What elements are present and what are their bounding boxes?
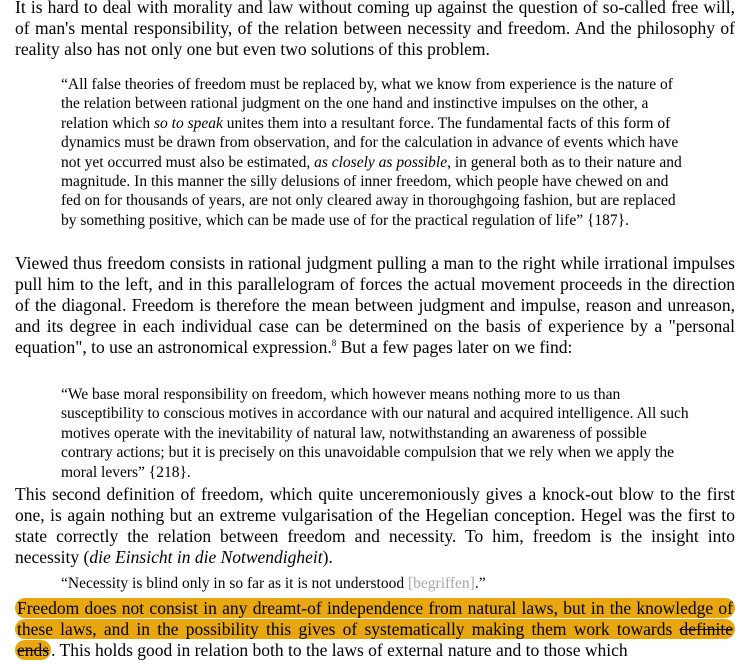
paragraph-3: This second definition of freedom, which quite unceremoniously gives a knock-out blow to the first one, is again nothing but an extreme vulgarisation of the Hegelian conception. Hegel was the first to state correctly the relation between freedom and necessity. To him, freedom is the insight into necessity (die Einsicht in die Notwendigheit). bbox=[15, 484, 735, 567]
footnote-8[interactable]: 8 bbox=[331, 338, 337, 349]
paragraph-4: Freedom does not consist in any dreamt-of independence from natural laws, but in the knowledge of these laws, and in the possibility this gives of systematically making them work towards definite ends . This holds good in relation both to the laws of external nature and to those which bbox=[17, 598, 733, 660]
quote-2: “We base moral responsibility on freedom, which however means nothing more to us than susceptibility to conscious motives in accordance with our natural and acquired intelligence. All such motives operate with the inevitability of natural law, notwithstanding an awareness of possible contrary actions; but it is precisely on this unavoidable compulsion that we rely when we apply the moral levers” {218}. bbox=[61, 386, 689, 481]
paragraph-1: It is hard to deal with morality and law without coming up against the question of so-called free will, of man's mental responsibility, of the relation between necessity and freedom. And the philosophy of reality also has not only one but even two solutions of this problem. bbox=[15, 0, 735, 59]
highlight-annotation[interactable]: Freedom does not consist in any dreamt-of independence from natural laws, but in the knowledge of these laws, and in the possibility this gives of systematically making them work towards definite ends bbox=[17, 598, 733, 660]
quote-3: “Necessity is blind only in so far as it is not understood [begriffen].” bbox=[61, 575, 486, 592]
paragraph-2: Viewed thus freedom consists in rational judgment pulling a man to the right while irrational impulses pull him to the left, and in this parallelogram of forces the actual movement proceeds in the direction of the diagonal. Freedom is therefore the mean between judgment and impulse, reason and unreason, and its degree in each individual case can be determined on the basis of experience by a "personal equation", to use an astronomical expression.$^8$ But a few pages later on we find: bbox=[15, 253, 735, 357]
quote-1: “All false theories of freedom must be replaced by, what we know from experience is the nature of the relation between rational judgment on the one hand and instinctive impulses on the other, a relation which so to speak unites them into a resultant force. The fundamental facts of this form of dynamics must be drawn from observation, and for the calculation in advance of events which have not yet occurred must also be estimated, as closely as possible, in general both as to their nature and magnitude. In this manner the silly delusions of inner freedom, which people have chewed on and fed on for thousands of years, are not only cleared away in thoroughgoing fashion, but are replaced by something positive, which can be made use of for the practical regulation of life” {187}. bbox=[61, 76, 682, 229]
